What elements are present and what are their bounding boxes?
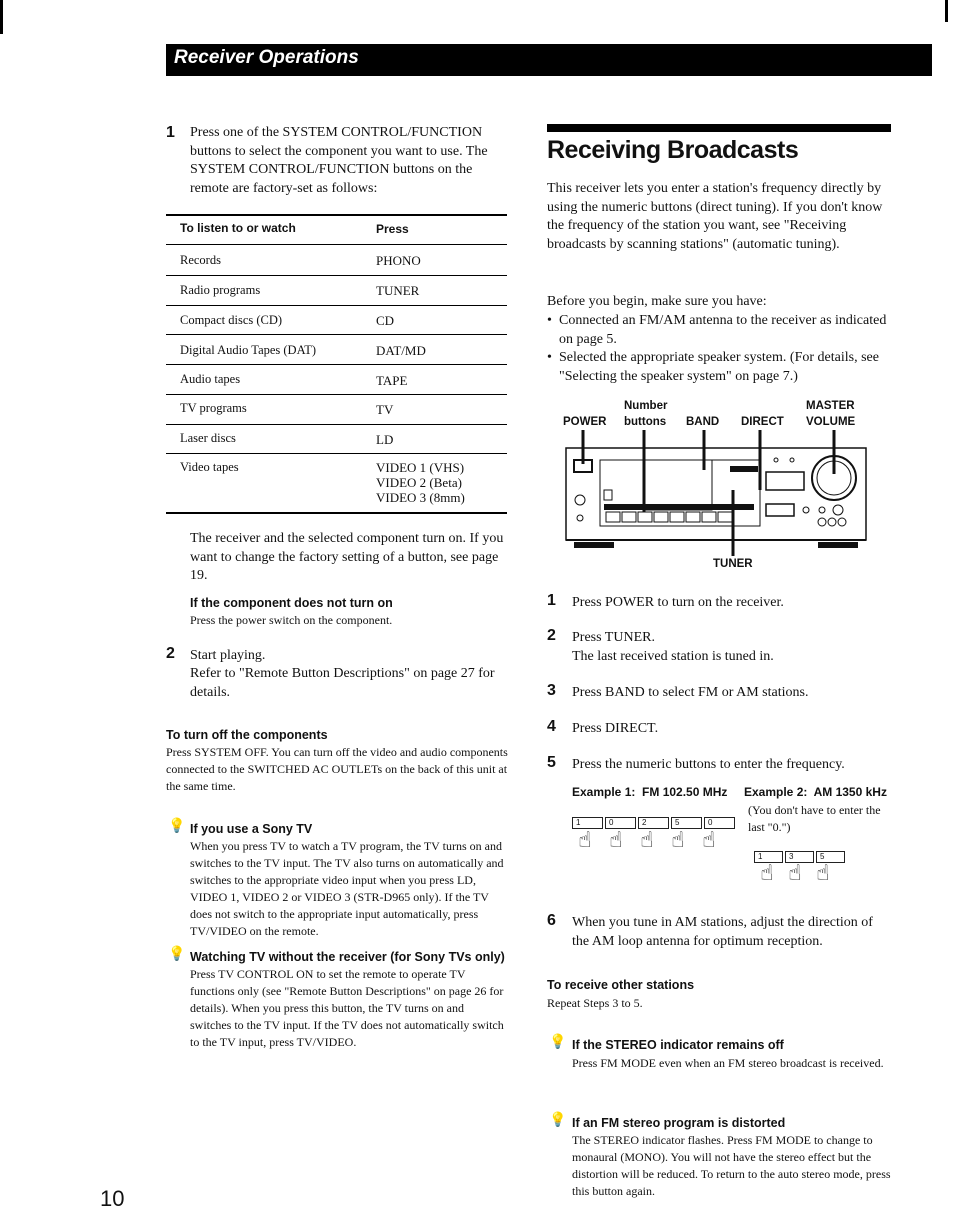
tip-text: When you press TV to watch a TV program, the TV turns on and switches to the TV input. The TV also turns on automatically and switches to the appropriate video input when you press LD, VIDEO 1, VIDEO 2 or VIDEO 3 (STR-D965 only). If the TV does not switch to the appropriate input automatically, press TV/VIDEO on the remote. <box>190 839 504 938</box>
example-note: (You don't have to enter the last "0.") <box>748 803 881 834</box>
step-text: Press POWER to turn on the receiver. <box>572 595 784 610</box>
section-title: Receiver Operations <box>174 47 359 68</box>
lightbulb-icon: 💡 <box>549 1034 567 1050</box>
diagram-label-tuner: TUNER <box>713 558 753 570</box>
key-button: 5 <box>671 817 702 829</box>
table-cell: TV <box>376 402 394 417</box>
table-cell: LD <box>376 432 394 447</box>
table-cell: Digital Audio Tapes (DAT) <box>180 343 317 357</box>
pointing-hand-icon: ☝ <box>816 861 830 886</box>
diagram-label-power: POWER <box>563 416 607 428</box>
table-header-watch: To listen to or watch <box>180 221 296 235</box>
receiver-front-panel-illustration <box>560 430 872 556</box>
example1-label: Example 1: FM 102.50 MHz <box>572 785 728 799</box>
step-text: When you tune in AM stations, adjust the direction of the AM loop antenna for optimum reception. <box>572 915 873 949</box>
pointing-hand-icon: ☝ <box>640 828 654 853</box>
lightbulb-icon: 💡 <box>168 946 186 962</box>
table-cell: TUNER <box>376 283 420 298</box>
key-button: 5 <box>816 851 845 863</box>
tip-title: If the STEREO indicator remains off <box>572 1038 784 1052</box>
bullet-icon: • <box>547 350 552 365</box>
corner-mark-left <box>0 0 3 34</box>
step-subtext: The last received station is tuned in. <box>572 649 774 664</box>
table-rule <box>166 275 507 276</box>
step-number: 3 <box>547 682 556 699</box>
step-number: 4 <box>547 718 556 735</box>
step-number: 1 <box>166 124 175 141</box>
pointing-hand-icon: ☝ <box>702 828 716 853</box>
table-cell: Radio programs <box>180 283 261 297</box>
key-button: 2 <box>638 817 669 829</box>
after-table-text: The receiver and the selected component turn on. If you want to change the factory setting of a button, see page 19. <box>190 531 504 583</box>
tip-title: Watching TV without the receiver (for Sony TVs only) <box>190 950 505 964</box>
table-rule <box>166 334 507 335</box>
tip-text: Press TV CONTROL ON to set the remote to operate TV functions only (see "Remote Button Descriptions" on page 26 for details). When you press this button, the TV turns on and switches to the TV input. If the TV does not automatically switch to the TV input, press TV/VIDEO. <box>190 967 504 1049</box>
subheading: To turn off the components <box>166 728 328 742</box>
step-text: Press DIRECT. <box>572 721 659 736</box>
diagram-label-volume: VOLUME <box>806 416 856 428</box>
step-text: Press TUNER. <box>572 630 655 645</box>
table-cell: Compact discs (CD) <box>180 313 283 327</box>
step-number: 2 <box>547 627 556 644</box>
example2-label: Example 2: AM 1350 kHz <box>744 785 887 799</box>
tip-text: The STEREO indicator flashes. Press FM MODE to change to monaural (MONO). You will not have the stereo effect but the distortion will be reduced. To return to the auto stereo mode, press this button again. <box>572 1133 891 1198</box>
table-top-rule <box>166 214 507 216</box>
table-cell: CD <box>376 313 395 328</box>
key-button: 0 <box>704 817 735 829</box>
bullet-icon: • <box>547 313 552 328</box>
step-text: Press BAND to select FM or AM stations. <box>572 685 809 700</box>
intro-text: This receiver lets you enter a station's frequency directly by using the numeric buttons (direct tuning). If you don't know the frequency of the station you want, see "Receiving broadcasts by scanning stations" (automatic tuning). <box>547 181 883 252</box>
tip-title: If an FM stereo program is distorted <box>572 1116 786 1130</box>
diagram-label-direct: DIRECT <box>741 416 784 428</box>
table-cell: DAT/MD <box>376 343 426 358</box>
page-number: 10 <box>100 1186 125 1211</box>
key-button: 3 <box>785 851 814 863</box>
before-text: Before you begin, make sure you have: <box>547 294 767 309</box>
pointing-hand-icon: ☝ <box>578 828 592 853</box>
key-button: 0 <box>605 817 636 829</box>
step-number: 5 <box>547 754 556 771</box>
diagram-label-number: Number <box>624 400 668 412</box>
corner-mark <box>945 0 948 22</box>
step-text: Press the numeric buttons to enter the frequency. <box>572 757 845 772</box>
bullet-text: Selected the appropriate speaker system. (For details, see "Selecting the speaker system" on page 7.) <box>559 350 879 384</box>
table-cell: Records <box>180 253 221 267</box>
diagram-label-master: MASTER <box>806 400 855 412</box>
table-cell: Audio tapes <box>180 372 241 386</box>
tip-title: If you use a Sony TV <box>190 822 313 836</box>
note-text: Repeat Steps 3 to 5. <box>547 996 643 1010</box>
table-rule <box>166 244 507 245</box>
step1-text: Press one of the SYSTEM CONTROL/FUNCTION buttons to select the component you want to use. The SYSTEM CONTROL/FUNCTION buttons on the remote are factory-set as follows: <box>190 125 488 196</box>
bullet-text: Connected an FM/AM antenna to the receiver as indicated on page 5. <box>559 313 887 347</box>
section-banner <box>166 44 932 76</box>
turn-off-text: Press SYSTEM OFF. You can turn off the video and audio components connected to the SWITCHED AC OUTLETs on the back of this unit at the same time. <box>166 745 508 793</box>
tip-text: Press FM MODE even when an FM stereo broadcast is received. <box>572 1056 884 1070</box>
example2-hands <box>756 861 834 886</box>
key-button: 1 <box>754 851 783 863</box>
table-cell: VIDEO 1 (VHS) VIDEO 2 (Beta) VIDEO 3 (8mm) <box>376 460 465 505</box>
pointing-hand-icon: ☝ <box>788 861 802 886</box>
table-rule <box>166 394 507 395</box>
title-rule <box>547 124 891 132</box>
table-cell: PHONO <box>376 253 421 268</box>
lightbulb-icon: 💡 <box>549 1112 567 1128</box>
step-number: 2 <box>166 645 175 662</box>
table-rule <box>166 305 507 306</box>
table-rule <box>166 424 507 425</box>
table-rule <box>166 453 507 454</box>
diagram-label-band: BAND <box>686 416 720 428</box>
pointing-hand-icon: ☝ <box>760 861 774 886</box>
table-rule <box>166 364 507 365</box>
diagram-label-buttons: buttons <box>624 416 667 428</box>
pointing-hand-icon: ☝ <box>671 828 685 853</box>
lightbulb-icon: 💡 <box>168 818 186 834</box>
table-bottom-rule <box>166 512 507 514</box>
note-text: Press the power switch on the component. <box>190 613 393 627</box>
table-cell: Laser discs <box>180 431 236 445</box>
key-button: 1 <box>572 817 603 829</box>
subheading: To receive other stations <box>547 978 695 992</box>
step-number: 6 <box>547 912 556 929</box>
step-number: 1 <box>547 592 556 609</box>
step2-text: Refer to "Remote Button Descriptions" on page 27 for details. <box>190 666 495 700</box>
subheading: If the component does not turn on <box>190 596 393 610</box>
page-title: Receiving Broadcasts <box>547 136 799 164</box>
table-cell: Video tapes <box>180 460 239 474</box>
table-header-press: Press <box>376 222 409 236</box>
step2-title: Start playing. <box>190 648 266 663</box>
pointing-hand-icon: ☝ <box>609 828 623 853</box>
table-cell: TV programs <box>180 401 247 415</box>
table-cell: TAPE <box>376 373 408 388</box>
example1-hands <box>574 828 720 853</box>
